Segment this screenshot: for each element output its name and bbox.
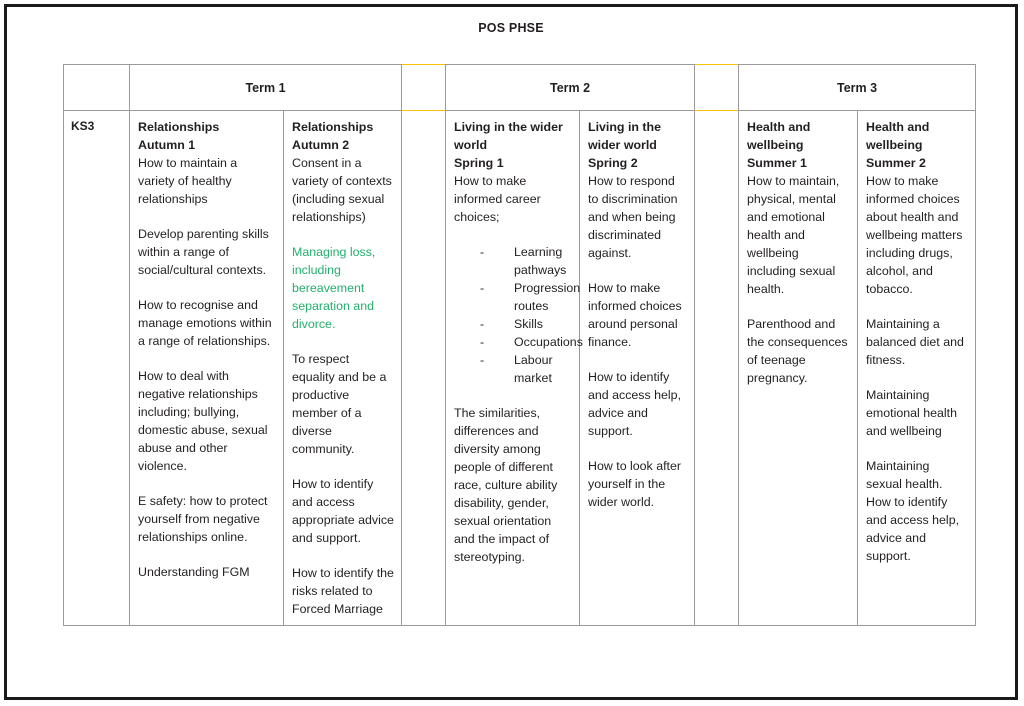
column-heading-term: Autumn 1 xyxy=(138,137,196,152)
paragraph-spacer xyxy=(292,227,394,244)
column-cell-wider-world-spring-2 xyxy=(580,111,695,626)
paragraph-spacer xyxy=(138,547,276,564)
content-paragraph: Develop parenting skills within a range of social/cultural contexts. xyxy=(138,226,269,277)
paragraph-spacer xyxy=(138,351,276,368)
table-content-row xyxy=(64,111,976,626)
content-paragraph: How to identify the risks related to Forced Marriage xyxy=(292,565,394,616)
column-heading-primary: Health and wellbeing xyxy=(747,120,811,152)
paragraph-spacer xyxy=(292,548,394,565)
content-paragraph: Maintaining sexual health. How to identify and access help, advice and support. xyxy=(866,458,960,563)
content-paragraph: Parenthood and the consequences of teenage pregnancy. xyxy=(747,316,848,385)
paragraph-spacer xyxy=(138,209,276,226)
paragraph-spacer xyxy=(292,334,394,351)
paragraph-spacer xyxy=(138,280,276,297)
bulleted-list xyxy=(454,244,583,388)
column-heading-primary: Health and wellbeing xyxy=(866,120,930,152)
content-paragraph: Maintaining emotional health and wellbeing xyxy=(866,387,957,438)
content-paragraph: Understanding FGM xyxy=(138,564,250,579)
spacer-column-2 xyxy=(695,111,739,626)
content-paragraph: How to deal with negative relationships including; bullying, domestic abuse, sexual abuse and other violence. xyxy=(138,368,268,473)
key-stage-cell: KS3 xyxy=(64,111,130,626)
content-paragraph: How to identify and access appropriate advice and support. xyxy=(292,476,394,545)
paragraph-spacer xyxy=(866,299,968,316)
content-paragraph: How to recognise and manage emotions within a range of relationships. xyxy=(138,297,272,348)
list-item: - Progression routes xyxy=(480,280,572,316)
content-paragraph: Maintaining a balanced diet and fitness. xyxy=(866,316,964,367)
column-heading-primary: Living in the wider world xyxy=(588,120,661,152)
content-paragraph: Consent in a variety of contexts (including sexual relationships) xyxy=(292,155,392,224)
paragraph-spacer xyxy=(454,388,572,405)
paragraph-spacer xyxy=(138,476,276,493)
paragraph-spacer xyxy=(588,441,687,458)
spacer-column-2-header xyxy=(695,65,739,111)
content-paragraph: The similarities, differences and diversity among people of different race, culture ability disability, gender, sexual orientation and the impact of stereotyping. xyxy=(454,405,558,564)
curriculum-overview-table xyxy=(63,64,976,626)
document-title: POS PHSE xyxy=(478,21,544,35)
column-cell-relationships-autumn-2 xyxy=(284,111,402,626)
paragraph-spacer xyxy=(588,352,687,369)
paragraph-spacer xyxy=(747,299,850,316)
paragraph-spacer xyxy=(454,227,572,244)
column-cell-relationships-autumn-1 xyxy=(130,111,284,626)
paragraph-spacer xyxy=(866,370,968,387)
content-paragraph: How to look after yourself in the wider world. xyxy=(588,458,681,509)
column-heading-primary: Living in the wider world xyxy=(454,120,563,152)
content-paragraph: How to maintain, physical, mental and emotional health and wellbeing including sexual health. xyxy=(747,173,840,296)
spacer-column-1-header xyxy=(402,65,446,111)
column-cell-wider-world-spring-1 xyxy=(446,111,583,626)
column-cell-health-wellbeing-summer-2 xyxy=(858,111,976,626)
column-heading-primary: Relationships xyxy=(138,120,220,134)
content-paragraph: To respect equality and be a productive member of a diverse community. xyxy=(292,351,387,456)
content-paragraph: How to make informed choices about health and wellbeing matters including drugs, alcohol, and tobacco. xyxy=(866,173,963,296)
column-heading-term: Summer 1 xyxy=(747,155,807,170)
list-item: - Occupations xyxy=(480,334,572,352)
table-corner-cell xyxy=(64,65,130,111)
term-header-1: Term 1 xyxy=(130,65,402,111)
document-page xyxy=(4,4,1018,700)
paragraph-spacer xyxy=(588,263,687,280)
content-paragraph: How to make informed choices around personal finance. xyxy=(588,280,682,349)
content-paragraph: How to make informed career choices; xyxy=(454,173,541,224)
column-heading-term: Spring 2 xyxy=(588,155,638,170)
content-paragraph: How to respond to discrimination and when being discriminated against. xyxy=(588,173,678,260)
paragraph-spacer xyxy=(292,459,394,476)
content-paragraph: E safety: how to protect yourself from negative relationships online. xyxy=(138,493,268,544)
column-heading-term: Summer 2 xyxy=(866,155,926,170)
list-item: - Skills xyxy=(480,316,572,334)
spacer-column-1 xyxy=(402,111,446,626)
term-header-3: Term 3 xyxy=(739,65,976,111)
list-item: - Labour market xyxy=(480,352,572,388)
content-paragraph: How to maintain a variety of healthy relationships xyxy=(138,155,238,206)
paragraph-spacer xyxy=(866,441,968,458)
list-item: - Learning pathways xyxy=(480,244,572,280)
column-heading-term: Spring 1 xyxy=(454,155,504,170)
term-header-2: Term 2 xyxy=(446,65,695,111)
table-header-row xyxy=(64,65,976,111)
column-cell-health-wellbeing-summer-1 xyxy=(739,111,858,626)
column-heading-term: Autumn 2 xyxy=(292,137,350,152)
column-heading-primary: Relationships xyxy=(292,120,374,134)
content-paragraph: How to identify and access help, advice and support. xyxy=(588,369,682,438)
highlighted-paragraph: Managing loss, including bereavement separation and divorce. xyxy=(292,244,376,331)
